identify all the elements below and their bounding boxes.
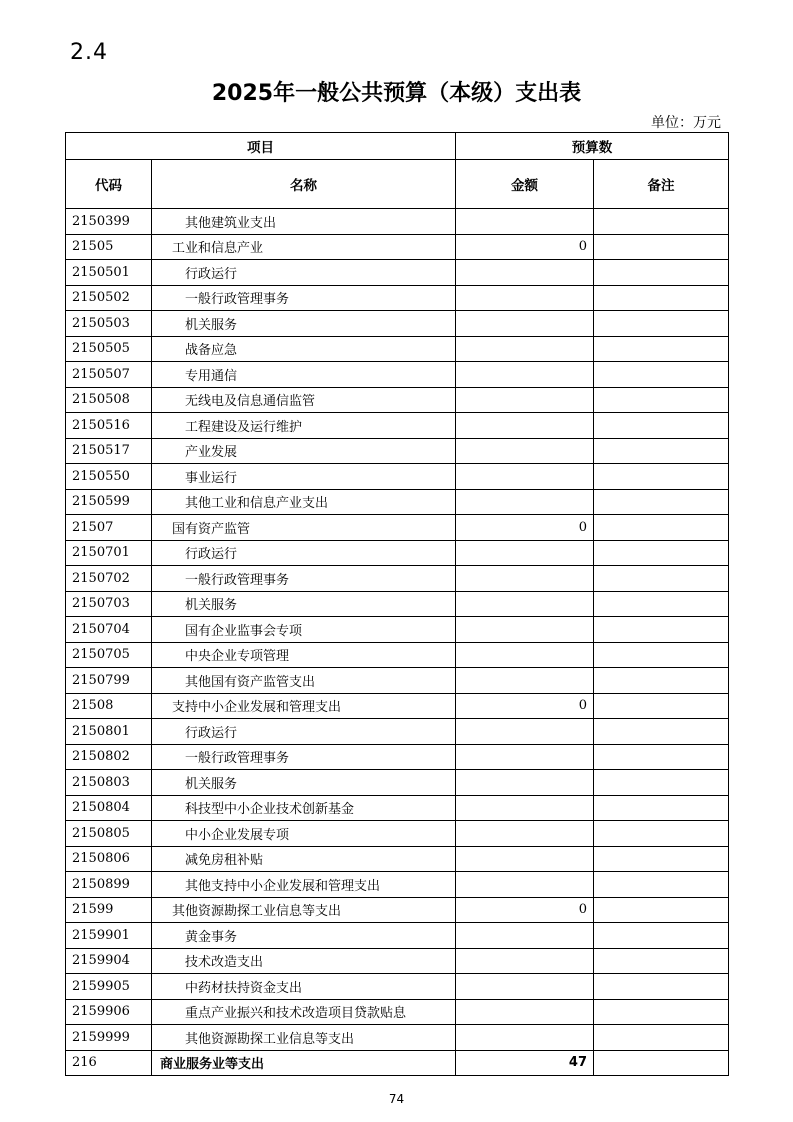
- row-code: 2150502: [66, 285, 152, 311]
- row-name: 其他资源勘探工业信息等支出: [152, 897, 456, 923]
- row-code: 2150899: [66, 872, 152, 898]
- table-row: [66, 923, 729, 949]
- row-code: 2150801: [66, 719, 152, 745]
- table-row: [66, 744, 729, 770]
- section-number: 2.4: [70, 40, 108, 65]
- row-amount: [456, 285, 594, 311]
- row-remark: [594, 362, 729, 388]
- row-remark: [594, 872, 729, 898]
- row-amount: [456, 1025, 594, 1051]
- table-row: [66, 668, 729, 694]
- row-remark: [594, 744, 729, 770]
- row-amount: [456, 489, 594, 515]
- row-name: 行政运行: [152, 260, 456, 286]
- row-amount: [456, 923, 594, 949]
- row-amount: [456, 566, 594, 592]
- table-row: [66, 770, 729, 796]
- table-row: [66, 846, 729, 872]
- row-amount: [456, 795, 594, 821]
- row-remark: [594, 566, 729, 592]
- row-name: 事业运行: [152, 464, 456, 490]
- table-row: [66, 974, 729, 1000]
- table-row: [66, 872, 729, 898]
- row-remark: [594, 693, 729, 719]
- row-remark: [594, 923, 729, 949]
- row-remark: [594, 387, 729, 413]
- row-name: 重点产业振兴和技术改造项目贷款贴息: [152, 999, 456, 1025]
- row-amount: [456, 770, 594, 796]
- row-remark: [594, 897, 729, 923]
- row-name: 行政运行: [152, 540, 456, 566]
- table-row: [66, 438, 729, 464]
- row-remark: [594, 209, 729, 235]
- budget-table: [65, 132, 729, 1076]
- table-row: [66, 413, 729, 439]
- row-remark: [594, 642, 729, 668]
- table-row: [66, 1025, 729, 1051]
- row-remark: [594, 668, 729, 694]
- row-code: 2159905: [66, 974, 152, 1000]
- row-amount: [456, 362, 594, 388]
- row-remark: [594, 311, 729, 337]
- row-code: 21599: [66, 897, 152, 923]
- table-row: [66, 311, 729, 337]
- row-remark: [594, 540, 729, 566]
- row-name: 其他支持中小企业发展和管理支出: [152, 872, 456, 898]
- header-project: 项目: [66, 133, 456, 160]
- table-row: [66, 464, 729, 490]
- row-remark: [594, 234, 729, 260]
- row-remark: [594, 948, 729, 974]
- row-name: 支持中小企业发展和管理支出: [152, 693, 456, 719]
- row-code: 2150507: [66, 362, 152, 388]
- row-code: 216: [66, 1050, 152, 1076]
- row-amount: [456, 719, 594, 745]
- row-name: 中药材扶持资金支出: [152, 974, 456, 1000]
- row-remark: [594, 1025, 729, 1051]
- row-code: 2159904: [66, 948, 152, 974]
- table-row: [66, 285, 729, 311]
- row-remark: [594, 515, 729, 541]
- row-code: 2150705: [66, 642, 152, 668]
- row-name: 其他建筑业支出: [152, 209, 456, 235]
- row-remark: [594, 489, 729, 515]
- page-title: 2025年一般公共预算（本级）支出表: [211, 81, 582, 106]
- row-code: 2150704: [66, 617, 152, 643]
- row-remark: [594, 464, 729, 490]
- row-code: 2150550: [66, 464, 152, 490]
- row-code: 2159901: [66, 923, 152, 949]
- row-name: 黄金事务: [152, 923, 456, 949]
- row-remark: [594, 336, 729, 362]
- row-code: 2150805: [66, 821, 152, 847]
- table-row: [66, 795, 729, 821]
- table-row: [66, 489, 729, 515]
- row-name: 战备应急: [152, 336, 456, 362]
- row-amount: 0: [456, 234, 594, 260]
- row-name: 一般行政管理事务: [152, 744, 456, 770]
- row-code: 2150702: [66, 566, 152, 592]
- row-code: 2150803: [66, 770, 152, 796]
- table-row: [66, 821, 729, 847]
- row-name: 一般行政管理事务: [152, 285, 456, 311]
- row-code: 21507: [66, 515, 152, 541]
- row-code: 2150804: [66, 795, 152, 821]
- row-code: 2159999: [66, 1025, 152, 1051]
- row-amount: [456, 617, 594, 643]
- row-remark: [594, 260, 729, 286]
- row-code: 2150399: [66, 209, 152, 235]
- header-code: 代码: [66, 160, 152, 209]
- row-remark: [594, 617, 729, 643]
- row-code: 2150516: [66, 413, 152, 439]
- table-row: [66, 693, 729, 719]
- row-code: 2150599: [66, 489, 152, 515]
- row-amount: [456, 744, 594, 770]
- row-remark: [594, 438, 729, 464]
- row-remark: [594, 719, 729, 745]
- row-amount: [456, 413, 594, 439]
- table-row: [66, 617, 729, 643]
- row-name: 工程建设及运行维护: [152, 413, 456, 439]
- row-amount: [456, 872, 594, 898]
- header-budget: 预算数: [456, 133, 729, 160]
- row-remark: [594, 999, 729, 1025]
- row-name: 其他国有资产监管支出: [152, 668, 456, 694]
- table-row: [66, 540, 729, 566]
- row-code: 2150517: [66, 438, 152, 464]
- row-remark: [594, 770, 729, 796]
- table-row: [66, 515, 729, 541]
- row-amount: [456, 260, 594, 286]
- row-remark: [594, 1050, 729, 1076]
- row-name: 机关服务: [152, 770, 456, 796]
- row-name: 商业服务业等支出: [152, 1050, 456, 1076]
- row-name: 机关服务: [152, 311, 456, 337]
- row-amount: [456, 642, 594, 668]
- row-name: 其他工业和信息产业支出: [152, 489, 456, 515]
- row-amount: [456, 311, 594, 337]
- row-name: 技术改造支出: [152, 948, 456, 974]
- row-remark: [594, 821, 729, 847]
- row-amount: [456, 821, 594, 847]
- row-code: 2150799: [66, 668, 152, 694]
- row-name: 中央企业专项管理: [152, 642, 456, 668]
- row-amount: [456, 999, 594, 1025]
- table-row: [66, 387, 729, 413]
- row-name: 专用通信: [152, 362, 456, 388]
- row-name: 无线电及信息通信监管: [152, 387, 456, 413]
- row-code: 2159906: [66, 999, 152, 1025]
- row-code: 2150505: [66, 336, 152, 362]
- table-row: [66, 234, 729, 260]
- table-row: [66, 897, 729, 923]
- row-remark: [594, 285, 729, 311]
- row-name: 科技型中小企业技术创新基金: [152, 795, 456, 821]
- table-row: [66, 260, 729, 286]
- row-remark: [594, 974, 729, 1000]
- header-row-2: [66, 160, 729, 209]
- row-name: 机关服务: [152, 591, 456, 617]
- row-amount: [456, 540, 594, 566]
- unit-label: 单位：万元: [651, 115, 721, 131]
- row-amount: [456, 209, 594, 235]
- header-row-1: [66, 133, 729, 160]
- table-row: [66, 209, 729, 235]
- row-amount: [456, 336, 594, 362]
- row-name: 中小企业发展专项: [152, 821, 456, 847]
- table-row: [66, 1050, 729, 1076]
- row-code: 2150501: [66, 260, 152, 286]
- row-amount: 0: [456, 693, 594, 719]
- row-name: 减免房租补贴: [152, 846, 456, 872]
- table-row: [66, 336, 729, 362]
- row-code: 2150701: [66, 540, 152, 566]
- row-amount: [456, 438, 594, 464]
- row-remark: [594, 846, 729, 872]
- table-row: [66, 362, 729, 388]
- row-code: 2150503: [66, 311, 152, 337]
- row-code: 2150703: [66, 591, 152, 617]
- row-name: 国有资产监管: [152, 515, 456, 541]
- row-name: 产业发展: [152, 438, 456, 464]
- table-row: [66, 591, 729, 617]
- row-remark: [594, 795, 729, 821]
- table-row: [66, 719, 729, 745]
- page-number: 74: [388, 1092, 405, 1106]
- row-name: 一般行政管理事务: [152, 566, 456, 592]
- table-body: [66, 209, 729, 1076]
- row-amount: [456, 387, 594, 413]
- row-amount: [456, 974, 594, 1000]
- row-amount: 0: [456, 897, 594, 923]
- row-amount: [456, 846, 594, 872]
- row-code: 21505: [66, 234, 152, 260]
- table-row: [66, 999, 729, 1025]
- row-amount: [456, 464, 594, 490]
- row-code: 21508: [66, 693, 152, 719]
- row-name: 行政运行: [152, 719, 456, 745]
- row-amount: [456, 668, 594, 694]
- row-amount: [456, 948, 594, 974]
- row-remark: [594, 591, 729, 617]
- row-name: 其他资源勘探工业信息等支出: [152, 1025, 456, 1051]
- row-code: 2150508: [66, 387, 152, 413]
- table-row: [66, 642, 729, 668]
- table-row: [66, 948, 729, 974]
- header-remark: 备注: [594, 160, 729, 209]
- row-amount: 0: [456, 515, 594, 541]
- row-name: 国有企业监事会专项: [152, 617, 456, 643]
- row-name: 工业和信息产业: [152, 234, 456, 260]
- row-amount: 47: [456, 1050, 594, 1076]
- header-amount: 金额: [456, 160, 594, 209]
- table-row: [66, 566, 729, 592]
- row-remark: [594, 413, 729, 439]
- row-amount: [456, 591, 594, 617]
- row-code: 2150806: [66, 846, 152, 872]
- row-code: 2150802: [66, 744, 152, 770]
- header-name: 名称: [152, 160, 456, 209]
